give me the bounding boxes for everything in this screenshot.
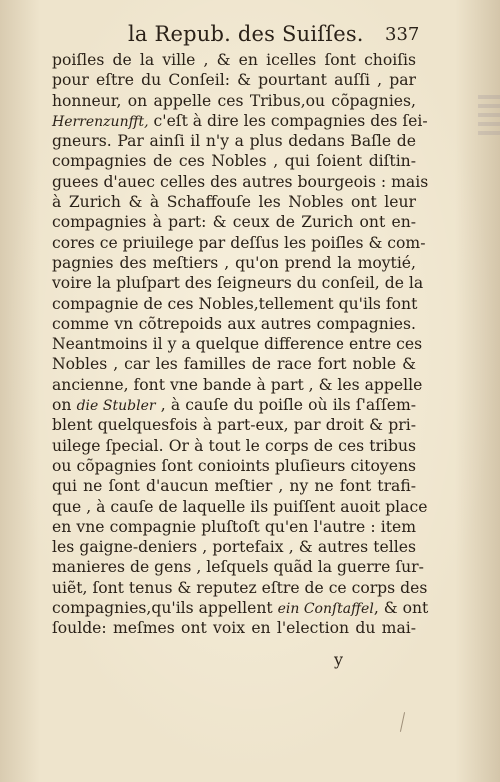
text-segment: uiẽt, ſont tenus & reputez eſtre de ce corps des: [52, 578, 428, 597]
text-line: [52, 598, 429, 618]
text-line: [52, 537, 416, 557]
italic-term: ein Conſtaffel: [277, 601, 374, 618]
text-segment: à Zurich & à Schaffouſe les Nobles ont leur: [52, 193, 416, 212]
page-header: [0, 22, 500, 52]
text-segment: ou cõpagnies ſont conioints pluſieurs citoyens: [52, 456, 416, 475]
text-segment: compagnies de ces Nobles , qui ſoient diſtin-: [52, 152, 416, 171]
text-segment: , à cauſe du poiſle où ils ſ'aſſem-: [155, 396, 416, 415]
text-line: [52, 70, 416, 90]
text-segment: Neantmoins il y a quelque difference entre ces: [52, 335, 423, 354]
text-line: [52, 334, 423, 354]
text-segment: on: [52, 396, 77, 415]
text-segment: blent quelquesfois à part-eux, par droit & pri-: [52, 416, 416, 435]
text-line: [52, 456, 416, 476]
text-segment: manieres de gens , leſquels quãd la guerre ſur-: [52, 558, 424, 577]
text-segment: , & ont: [373, 599, 429, 618]
text-segment: qui ne ſont d'aucun meſtier , ny ne font trafi-: [52, 477, 416, 496]
text-line: [52, 111, 428, 131]
text-segment: voire la pluſpart des ſeigneurs du conſeil, de la: [52, 274, 424, 293]
text-segment: Nobles , car les familles de race fort noble &: [52, 355, 416, 374]
text-segment: c'eſt à dire les compagnies des ſei-: [148, 111, 428, 130]
text-line: [52, 273, 424, 293]
italic-term: die Stubler: [76, 398, 156, 415]
text-line: [52, 618, 416, 638]
text-line: [52, 151, 416, 171]
text-segment: comme vn cõtrepoids aux autres compagnies.: [52, 314, 416, 333]
text-line: [52, 557, 424, 577]
catchword: y: [334, 650, 344, 669]
text-line: [52, 294, 416, 314]
text-segment: que , à cauſe de laquelle ils puiſſent auoit place: [52, 497, 428, 516]
text-segment: les gaigne-deniers , portefaix , & autres telles: [52, 538, 416, 557]
text-line: [52, 50, 416, 70]
text-segment: guees d'auec celles des autres bourgeois : mais: [52, 172, 429, 191]
text-segment: ancienne, font vne bande à part , & les appelle: [52, 375, 423, 394]
text-line: [52, 253, 416, 273]
text-line: [52, 131, 416, 151]
text-segment: pour eſtre du Conſeil: & pourtant auſſi , par: [52, 71, 416, 90]
page-number: 337: [385, 24, 420, 45]
running-title: la Repub. des Suiſſes.: [128, 22, 364, 46]
text-line: [52, 415, 416, 435]
text-segment: poiſles de la ville , & en icelles ſont choiſis: [52, 51, 416, 69]
text-segment: en vne compagnie pluſtoſt qu'en l'autre : item: [52, 517, 416, 536]
text-segment: compagnies,qu'ils appellent: [52, 599, 278, 618]
text-segment: gneurs. Par ainſi il n'y a plus dedans Baſle de: [52, 132, 416, 151]
text-line: [52, 497, 428, 517]
text-segment: honneur, on appelle ces Tribus,ou cõpagnies,: [52, 91, 416, 110]
text-line: [52, 172, 429, 192]
text-line: [52, 436, 416, 456]
text-line: [52, 354, 416, 374]
text-line: [52, 212, 416, 232]
text-line: [52, 192, 416, 212]
text-segment: compagnie de ces Nobles,tellement qu'ils font: [52, 294, 418, 313]
text-line: [52, 233, 426, 253]
text-segment: uilege ſpecial. Or à tout le corps de ces tribus: [52, 436, 416, 455]
text-line: [52, 578, 428, 598]
body-text: [52, 50, 429, 639]
text-segment: pagnies des meſtiers , qu'on prend la moytié,: [52, 253, 416, 272]
bleed-through-marks: [478, 95, 500, 135]
text-segment: cores ce priuilege par deſſus les poiſles & com-: [52, 233, 426, 252]
text-line: [52, 375, 423, 395]
text-line: [52, 476, 416, 496]
text-line: [52, 314, 416, 334]
text-segment: ſoulde: meſmes ont voix en l'election du mai-: [52, 619, 416, 638]
margin-mark: [400, 712, 405, 732]
italic-term: Herrenzunfft,: [52, 113, 149, 130]
text-segment: compagnies à part: & ceux de Zurich ont en-: [52, 213, 416, 232]
text-line: [52, 91, 416, 111]
text-line: [52, 395, 416, 415]
text-line: [52, 517, 416, 537]
